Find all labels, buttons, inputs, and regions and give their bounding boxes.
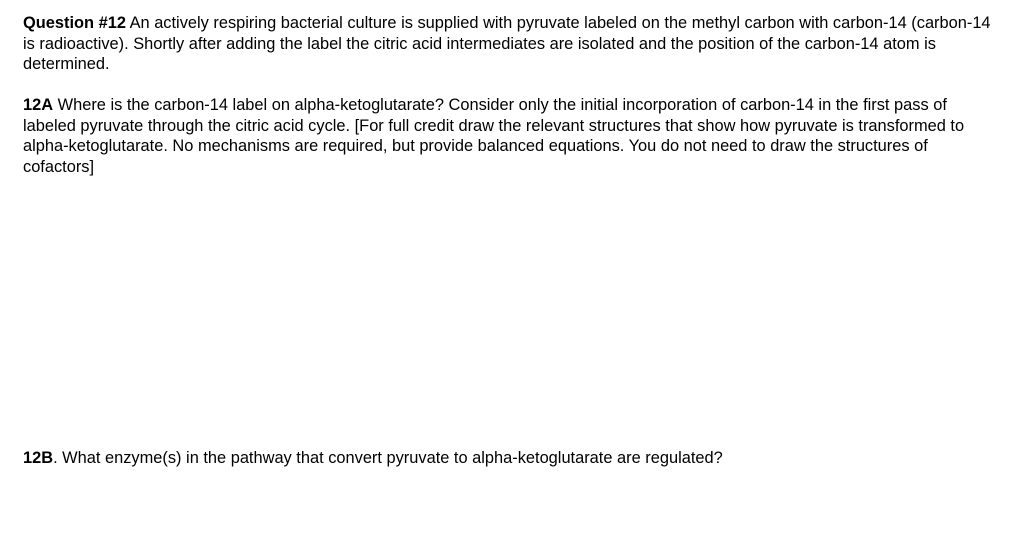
question-intro — [23, 13, 998, 75]
part-a-label: 12A — [23, 96, 54, 114]
answer-space-12b — [23, 475, 998, 550]
question-text: An actively respiring bacterial culture is supplied with pyruvate labeled on the methyl carbon with carbon-14 (carbon-14 is radioactive). Shortly after adding the label the citric acid intermediates are isolated and the position of the carbon-14 atom is determined. — [23, 14, 991, 74]
part-b-label: 12B — [23, 449, 54, 467]
question-number: Question #12 — [23, 14, 126, 32]
question-12b — [23, 448, 998, 469]
question-12a — [23, 95, 998, 177]
part-a-text: Where is the carbon-14 label on alpha-ketoglutarate? Consider only the initial incorporation of carbon-14 in the first pass of labeled pyruvate through the citric acid cycle. [For full credit draw the relevant structures that show how pyruvate is transformed to alpha-ketoglutarate. No mechanisms are required, but provide balanced equations. You do not need to draw the structures of cofactors] — [23, 96, 965, 176]
answer-space-12a — [23, 182, 998, 437]
part-b-text: . What enzyme(s) in the pathway that convert pyruvate to alpha-ketoglutarate are regulated? — [53, 449, 723, 467]
